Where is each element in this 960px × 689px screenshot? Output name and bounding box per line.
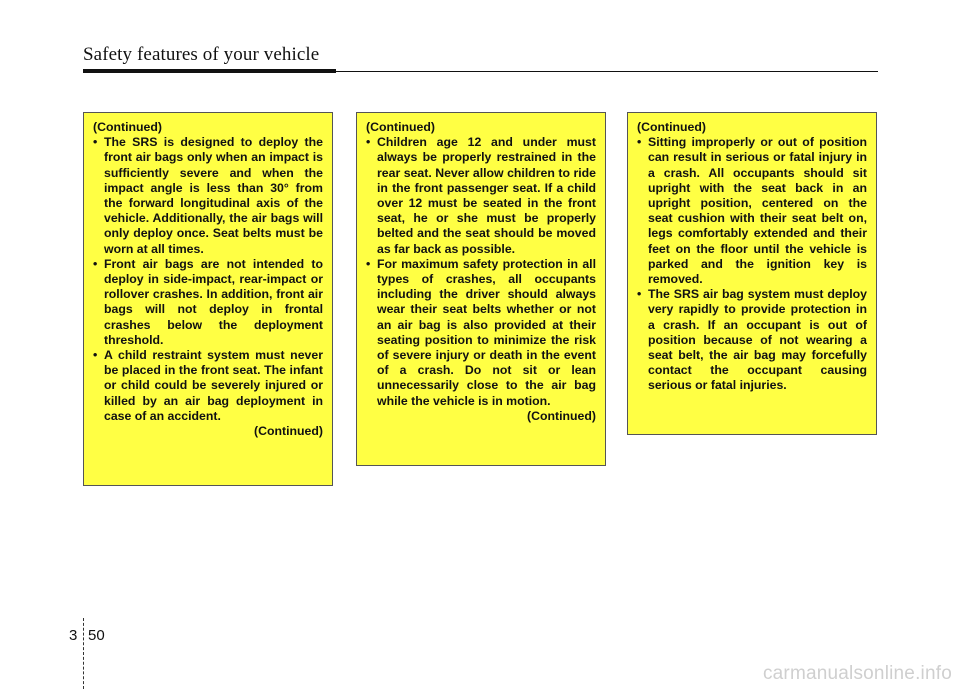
warning-item: • A child restraint system must never be placed in the front seat. The infant or child could be severely injured or killed by an air bag deployment in case of an accident. [93,348,323,424]
warning-box-2 [356,112,606,466]
warning-item: • The SRS is designed to deploy the front air bags only when an impact is sufficiently severe and when the impact angle is less than 30° from the forward longitudinal axis of the vehicle. Additionally, the air bags will only deploy once. Seat belts must be worn at all times. [93,135,323,257]
continued-trailer: (Continued) [254,424,323,439]
warning-item: • Children age 12 and under must always be properly restrained in the rear seat. Never allow children to ride in the front passenger seat. If a child over 12 must be seated in the front seat, he or she must be properly belted and the seat should be moved as far back as possible. [366,135,596,257]
warning-item: • The SRS air bag system must deploy very rapidly to provide protection in a crash. If an occupant is out of position because of not wearing a seat belt, the air bag may forcefully contact the occupant causing serious or fatal injuries. [637,287,867,393]
continued-lead: (Continued) [366,120,435,134]
section-number: 3 [69,627,78,644]
warning-box-3 [627,112,877,435]
warning-list [93,135,323,424]
continued-trailer: (Continued) [527,408,596,423]
warning-item: • For maximum safety protection in all types of crashes, all occupants including the driver should always wear their seat belts whether or not an air bag is also provided at their seating position to minimize the risk of severe injury or death in the event of a crash. Do not sit or lean unnecessarily close to the air bag while the vehicle is in motion. [366,257,596,409]
warning-box-1 [83,112,333,486]
header-rule-thin [83,71,878,72]
page-number: 50 [88,627,105,644]
continued-lead: (Continued) [637,120,706,134]
footer-divider [83,618,84,689]
continued-lead: (Continued) [93,120,162,134]
warning-item: • Sitting improperly or out of position can result in serious or fatal injury in a crash. All occupants should sit upright with the seat back in an upright position, centered on the seat cushion with their seat belt on, legs comfortably extended and their feet on the floor until the vehicle is parked and the ignition key is removed. [637,135,867,287]
watermark: carmanualsonline.info [762,663,952,684]
warning-list [366,135,596,409]
page-header-title: Safety features of your vehicle [83,44,320,65]
warning-list [637,135,867,393]
warning-item: • Front air bags are not intended to deploy in side-impact, rear-impact or rollover crashes. In addition, front air bags will not deploy in frontal crashes below the deployment threshold. [93,257,323,348]
